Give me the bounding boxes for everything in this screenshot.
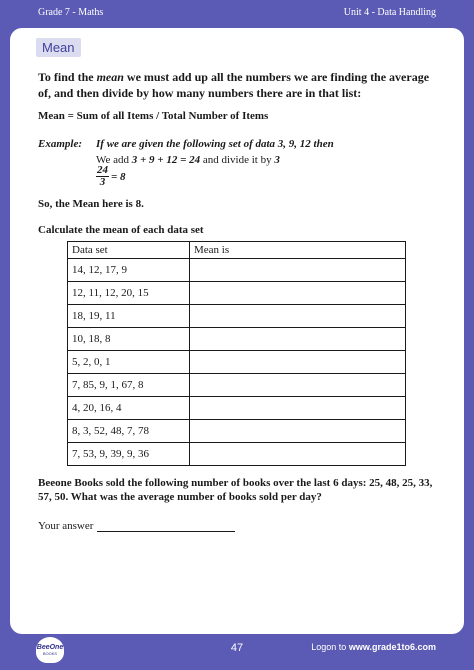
table-row xyxy=(68,328,406,351)
table-row xyxy=(68,374,406,397)
conclusion: So, the Mean here is 8. xyxy=(38,198,144,210)
fraction-numerator: 24 xyxy=(97,164,108,176)
data-set-cell: 12, 11, 12, 20, 15 xyxy=(68,282,190,305)
data-set-cell: 7, 53, 9, 39, 9, 36 xyxy=(68,443,190,466)
answer-area xyxy=(38,520,235,532)
data-set-cell: 14, 12, 17, 9 xyxy=(68,259,190,282)
table-row xyxy=(68,259,406,282)
table-row xyxy=(68,305,406,328)
mean-answer-cell[interactable] xyxy=(190,305,406,328)
mean-answer-cell[interactable] xyxy=(190,259,406,282)
example-text: If we are given the following set of data 3, 9, 12 then xyxy=(96,138,334,150)
header-grade: Grade 7 - Maths xyxy=(38,7,104,18)
mean-answer-cell[interactable] xyxy=(190,351,406,374)
table-row xyxy=(68,420,406,443)
table-header-row xyxy=(68,242,406,259)
add-mid: and divide it by xyxy=(200,154,275,166)
mean-answer-cell[interactable] xyxy=(190,328,406,351)
header-unit: Unit 4 - Data Handling xyxy=(343,7,436,18)
fraction-result: = 8 xyxy=(111,170,126,183)
fraction-denominator: 3 xyxy=(99,176,106,188)
mean-answer-cell[interactable] xyxy=(190,397,406,420)
add-divisor: 3 xyxy=(274,154,280,166)
mean-answer-cell[interactable] xyxy=(190,374,406,397)
table-row xyxy=(68,443,406,466)
intro-text-1: To find the xyxy=(38,70,97,84)
footer-site[interactable]: www.grade1to6.com xyxy=(348,642,436,652)
data-set-cell: 10, 18, 8 xyxy=(68,328,190,351)
example-fraction xyxy=(96,165,126,188)
answer-label: Your answer xyxy=(38,520,94,532)
data-set-cell: 8, 3, 52, 48, 7, 78 xyxy=(68,420,190,443)
footer-link[interactable] xyxy=(311,642,436,652)
data-set-cell: 4, 20, 16, 4 xyxy=(68,397,190,420)
answer-line[interactable] xyxy=(97,520,235,532)
table-row xyxy=(68,397,406,420)
instruction: Calculate the mean of each data set xyxy=(38,224,204,236)
intro-text-2: we must add up all the numbers we are finding the average of, and then divide by how many numbers there are in that list: xyxy=(38,70,430,100)
data-table xyxy=(67,241,406,466)
mean-formula: Mean = Sum of all Items / Total Number of Items xyxy=(38,110,269,122)
intro-emphasis: mean xyxy=(96,70,124,84)
footer-prefix: Logon to xyxy=(311,642,349,652)
column-header-data-set: Data set xyxy=(68,242,190,259)
add-pre: We add xyxy=(96,154,132,166)
logo-text: BeeOne xyxy=(36,644,64,651)
data-set-cell: 7, 85, 9, 1, 67, 8 xyxy=(68,374,190,397)
example-line xyxy=(38,138,334,150)
table-row xyxy=(68,351,406,374)
add-expression: 3 + 9 + 12 = 24 xyxy=(131,154,201,166)
data-set-cell: 18, 19, 11 xyxy=(68,305,190,328)
intro-paragraph xyxy=(38,69,438,101)
logo-subtext: BOOKS xyxy=(42,651,58,656)
mean-answer-cell[interactable] xyxy=(190,420,406,443)
table-row xyxy=(68,282,406,305)
example-label: Example: xyxy=(38,138,82,150)
page-number: 47 xyxy=(230,642,244,654)
mean-answer-cell[interactable] xyxy=(190,282,406,305)
mean-answer-cell[interactable] xyxy=(190,443,406,466)
word-problem: Beeone Books sold the following number of books over the last 6 days: 25, 48, 25, 33, 57, 50. What was the average number of books sold per day? xyxy=(38,477,433,503)
data-set-cell: 5, 2, 0, 1 xyxy=(68,351,190,374)
fraction xyxy=(96,165,109,188)
column-header-mean: Mean is xyxy=(190,242,406,259)
section-title: Mean xyxy=(36,38,81,57)
